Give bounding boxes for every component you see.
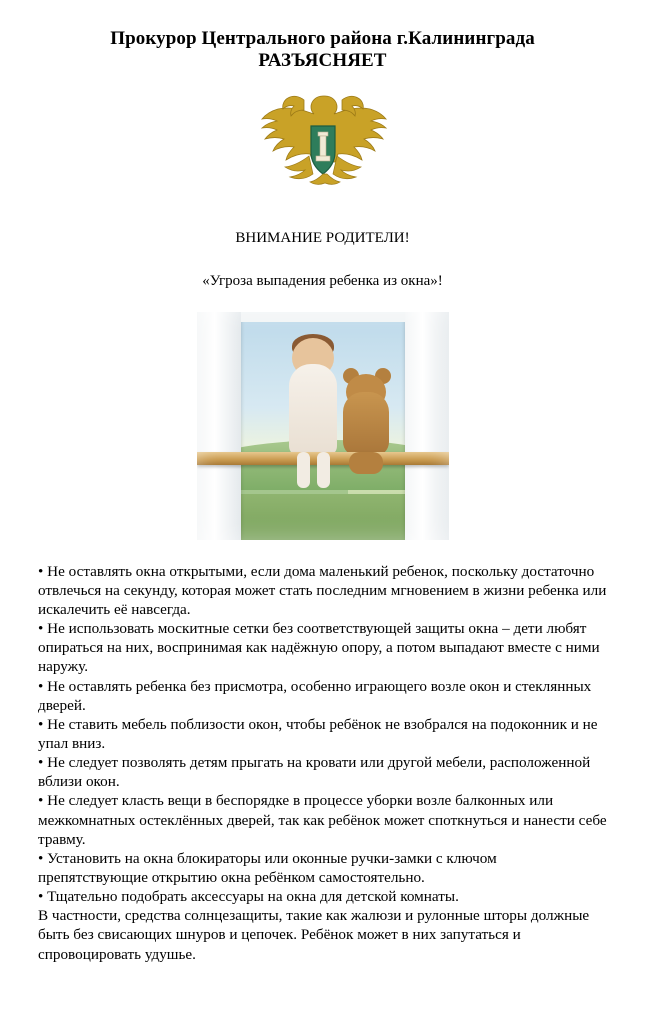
title-line-1: Прокурор Центрального района г.Калининграда	[110, 28, 535, 49]
document-subtitle: «Угроза выпадения ребенка из окна»!	[202, 272, 443, 289]
page-title	[38, 28, 607, 72]
photo-container	[38, 312, 607, 540]
list-item: • Не оставлять окна открытыми, если дома маленький ребенок, поскольку достаточно отвлечься на секунду, которая может стать последним мгновением в жизни ребенка или искалечить её навсегда.	[38, 562, 607, 618]
list-item: • Тщательно подобрать аксессуары на окна для детской комнаты.	[38, 888, 459, 906]
recommendations-list	[38, 562, 607, 964]
list-item: • Установить на окна блокираторы или оконные ручки-замки с ключом препятствующие открытию окна ребёнком самостоятельно.	[38, 849, 497, 886]
emblem-container	[38, 82, 607, 190]
attention-heading: ВНИМАНИЕ РОДИТЕЛИ!	[235, 229, 410, 246]
list-item: • Не следует класть вещи в беспорядке в процессе уборки возле балконных или межкомнатных остеклённых дверей, так как ребёнок может споткнуться и нанести себе травму.	[38, 792, 607, 848]
child-on-windowsill-photo	[197, 312, 449, 540]
list-item: • Не оставлять ребенка без присмотра, особенно играющего возле окон и стеклянных дверей.	[38, 677, 592, 714]
list-item: • Не использовать москитные сетки без соответствующей защиты окна – дети любят опираться на них, воспринимая как надёжную опору, а потом выпадают вместе с ними наружу.	[38, 620, 600, 676]
closing-paragraph: В частности, средства солнцезащиты, такие как жалюзи и рулонные шторы должные быть без свисающих шнуров и цепочек. Ребёнок может в них запутаться и спровоцировать удушье.	[38, 907, 590, 963]
title-line-2: РАЗЪЯСНЯЕТ	[258, 49, 387, 71]
list-item: • Не следует позволять детям прыгать на кровати или другой мебели, расположенной вблизи окон.	[38, 754, 591, 791]
list-item: • Не ставить мебель поблизости окон, чтобы ребёнок не взобрался на подоконник и не упал вниз.	[38, 715, 598, 752]
prosecutors-office-emblem-icon	[249, 82, 397, 186]
photo-vignette	[197, 312, 449, 540]
